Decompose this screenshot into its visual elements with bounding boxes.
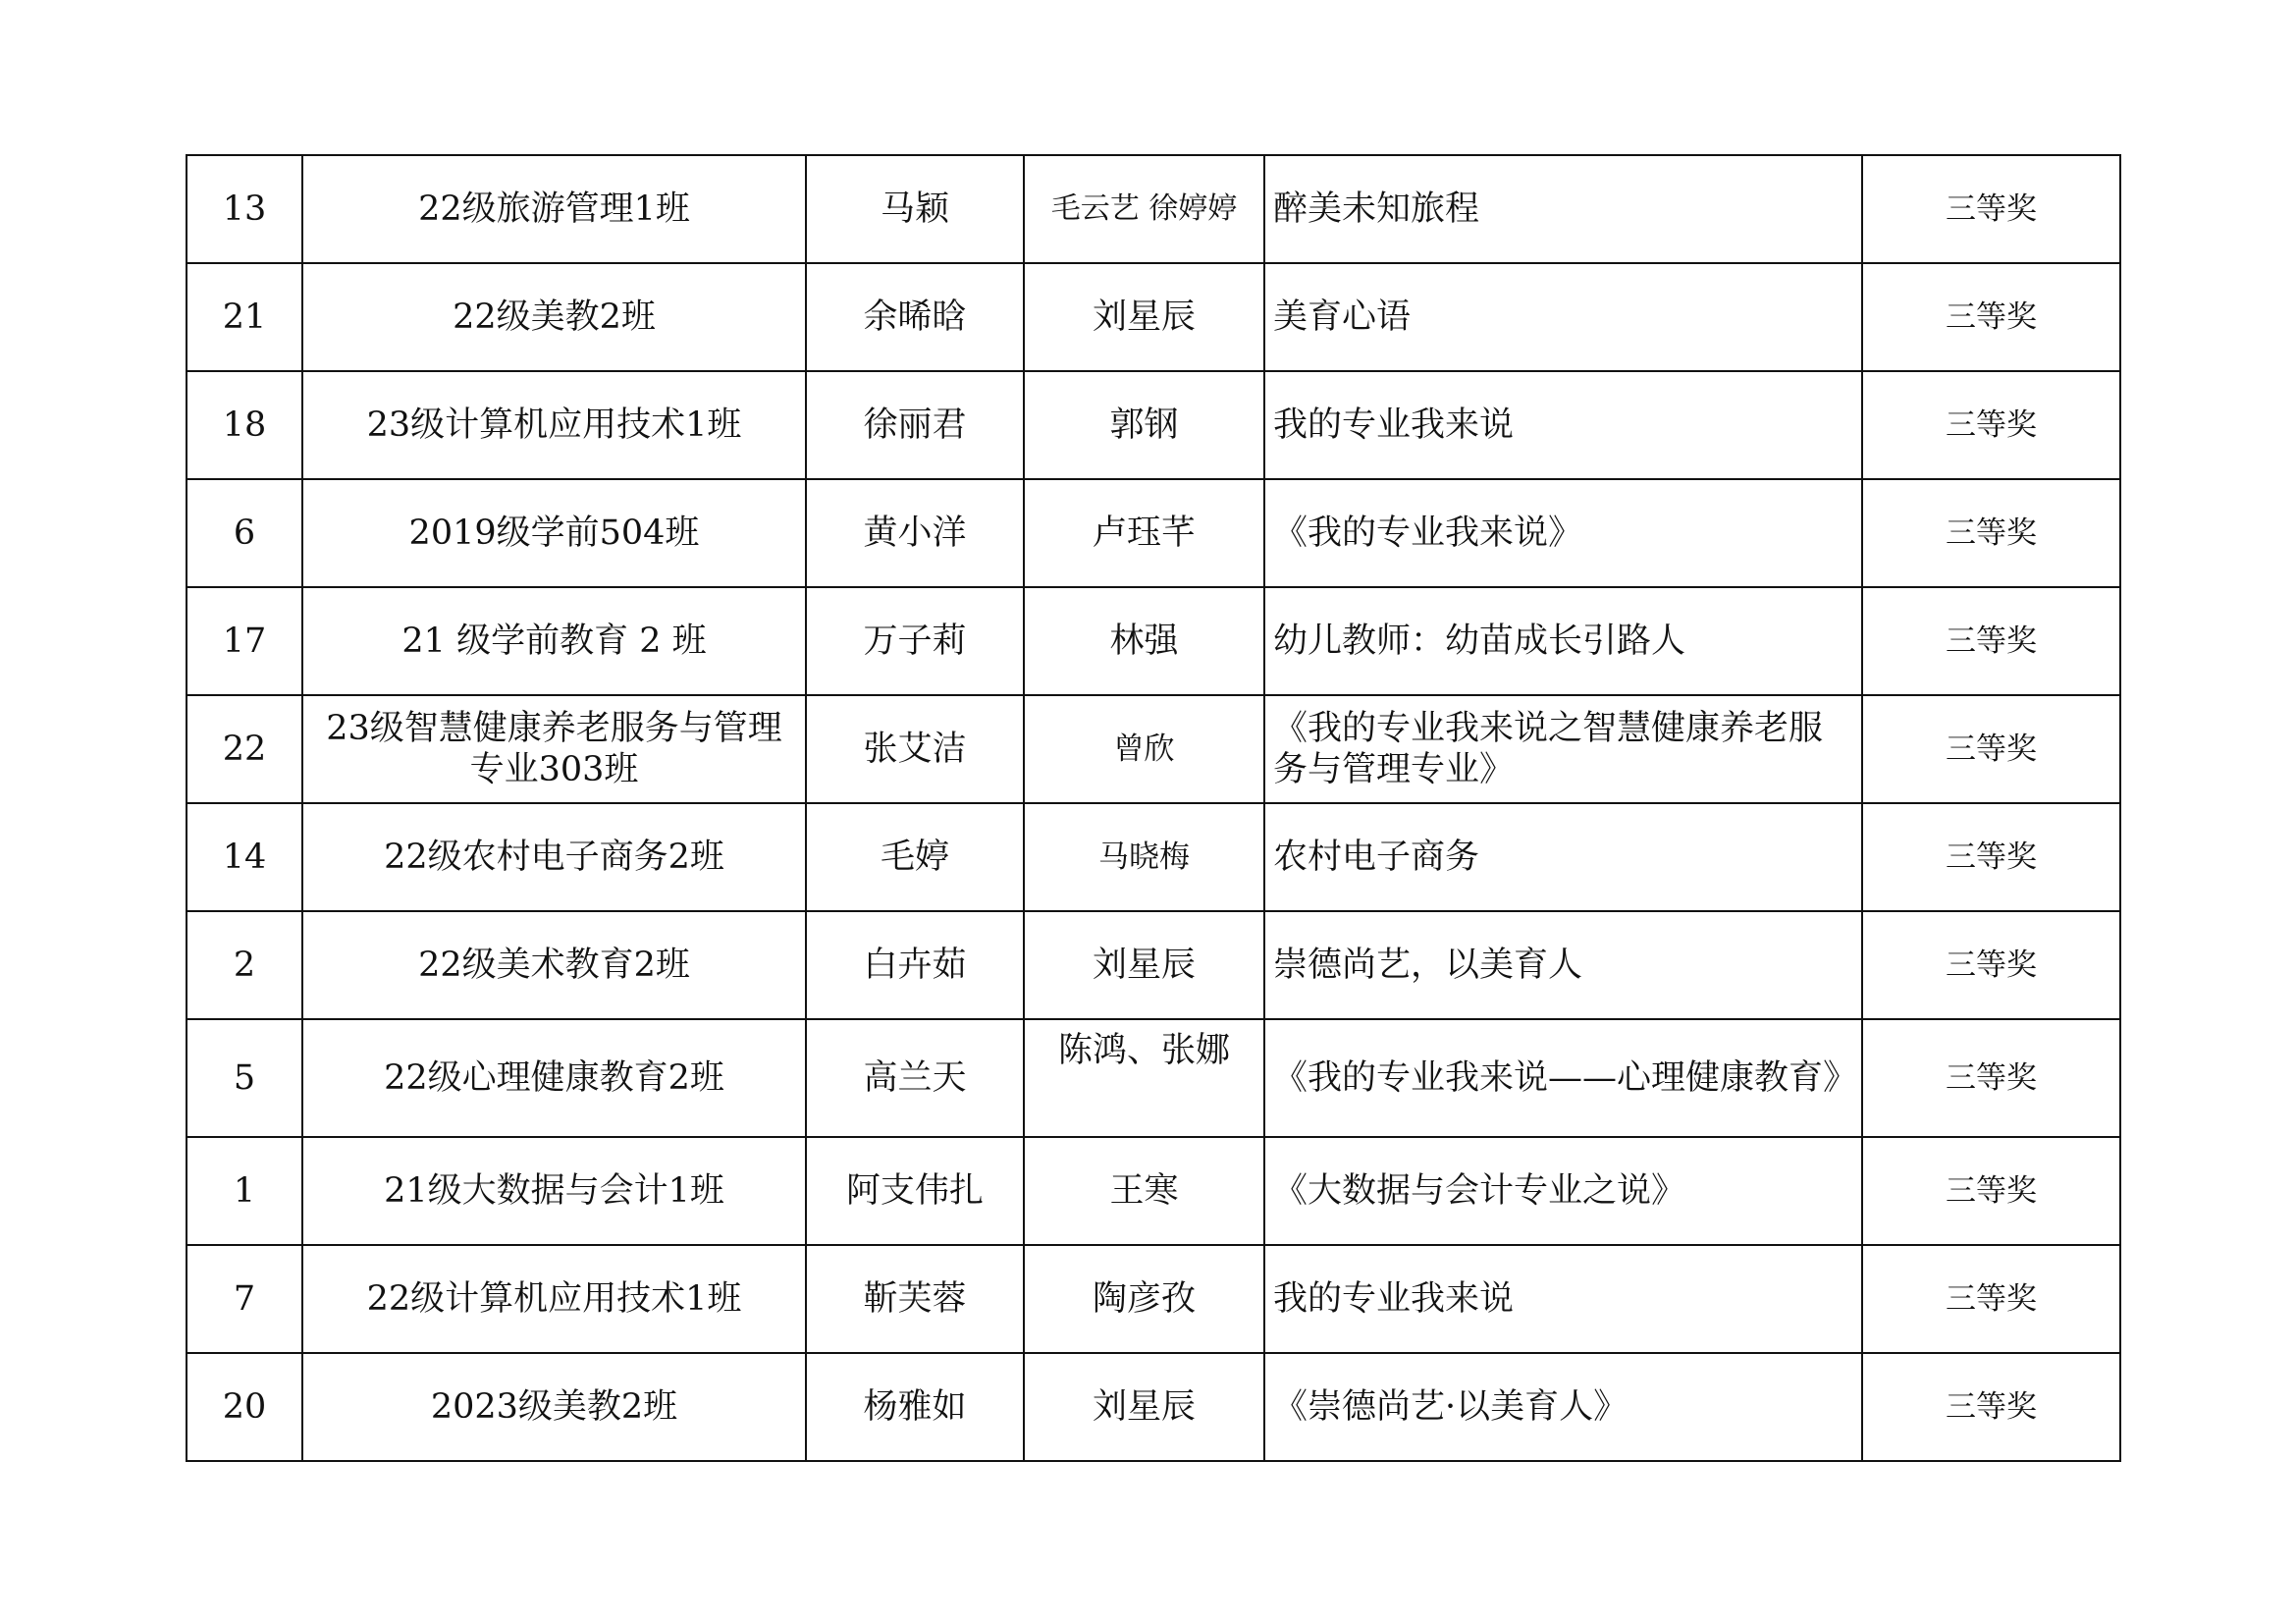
award-level: 三等奖 <box>1862 803 2120 911</box>
advisor-name: 刘星辰 <box>1024 911 1264 1019</box>
entry-title: 《我的专业我来说之智慧健康养老服务与管理专业》 <box>1264 695 1862 803</box>
entry-title: 醉美未知旅程 <box>1264 155 1862 263</box>
entry-title: 我的专业我来说 <box>1264 371 1862 479</box>
award-table <box>186 154 2121 1462</box>
award-level: 三等奖 <box>1862 587 2120 695</box>
row-number: 18 <box>187 371 302 479</box>
award-level: 三等奖 <box>1862 263 2120 371</box>
table-row <box>187 1019 2120 1137</box>
student-name: 张艾洁 <box>806 695 1024 803</box>
class-name: 22级旅游管理1班 <box>302 155 806 263</box>
entry-title: 美育心语 <box>1264 263 1862 371</box>
entry-title: 崇德尚艺，以美育人 <box>1264 911 1862 1019</box>
award-level: 三等奖 <box>1862 695 2120 803</box>
table-row <box>187 695 2120 803</box>
student-name: 毛婷 <box>806 803 1024 911</box>
student-name: 黄小洋 <box>806 479 1024 587</box>
row-number: 13 <box>187 155 302 263</box>
student-name: 靳芙蓉 <box>806 1245 1024 1353</box>
entry-title: 《我的专业我来说》 <box>1264 479 1862 587</box>
advisor-name: 陈鸿、张娜 <box>1024 1019 1264 1137</box>
entry-title: 农村电子商务 <box>1264 803 1862 911</box>
award-level: 三等奖 <box>1862 1353 2120 1461</box>
award-level: 三等奖 <box>1862 371 2120 479</box>
row-number: 20 <box>187 1353 302 1461</box>
entry-title: 《我的专业我来说——心理健康教育》 <box>1264 1019 1862 1137</box>
class-name: 22级美教2班 <box>302 263 806 371</box>
award-level: 三等奖 <box>1862 1019 2120 1137</box>
entry-title: 《大数据与会计专业之说》 <box>1264 1137 1862 1245</box>
student-name: 杨雅如 <box>806 1353 1024 1461</box>
entry-title: 我的专业我来说 <box>1264 1245 1862 1353</box>
class-name: 22级计算机应用技术1班 <box>302 1245 806 1353</box>
row-number: 17 <box>187 587 302 695</box>
row-number: 21 <box>187 263 302 371</box>
row-number: 1 <box>187 1137 302 1245</box>
class-name: 23级计算机应用技术1班 <box>302 371 806 479</box>
class-name: 23级智慧健康养老服务与管理专业303班 <box>302 695 806 803</box>
table-row <box>187 371 2120 479</box>
advisor-name: 郭钢 <box>1024 371 1264 479</box>
table-row <box>187 911 2120 1019</box>
advisor-name: 刘星辰 <box>1024 263 1264 371</box>
class-name: 22级心理健康教育2班 <box>302 1019 806 1137</box>
class-name: 21级大数据与会计1班 <box>302 1137 806 1245</box>
student-name: 万子莉 <box>806 587 1024 695</box>
student-name: 徐丽君 <box>806 371 1024 479</box>
row-number: 14 <box>187 803 302 911</box>
table-row <box>187 1245 2120 1353</box>
table-row <box>187 803 2120 911</box>
award-level: 三等奖 <box>1862 1245 2120 1353</box>
student-name: 阿支伟扎 <box>806 1137 1024 1245</box>
table-row <box>187 1137 2120 1245</box>
award-level: 三等奖 <box>1862 155 2120 263</box>
table-row <box>187 479 2120 587</box>
row-number: 6 <box>187 479 302 587</box>
row-number: 2 <box>187 911 302 1019</box>
class-name: 22级美术教育2班 <box>302 911 806 1019</box>
row-number: 5 <box>187 1019 302 1137</box>
table-row <box>187 1353 2120 1461</box>
award-level: 三等奖 <box>1862 1137 2120 1245</box>
table-row <box>187 155 2120 263</box>
award-level: 三等奖 <box>1862 479 2120 587</box>
advisor-name: 毛云艺 徐婷婷 <box>1024 155 1264 263</box>
student-name: 余晞晗 <box>806 263 1024 371</box>
class-name: 22级农村电子商务2班 <box>302 803 806 911</box>
advisor-name: 卢珏芊 <box>1024 479 1264 587</box>
class-name: 2023级美教2班 <box>302 1353 806 1461</box>
advisor-name: 陶彦孜 <box>1024 1245 1264 1353</box>
row-number: 7 <box>187 1245 302 1353</box>
award-level: 三等奖 <box>1862 911 2120 1019</box>
advisor-name: 马晓梅 <box>1024 803 1264 911</box>
entry-title: 幼儿教师：幼苗成长引路人 <box>1264 587 1862 695</box>
table-row <box>187 263 2120 371</box>
table-row <box>187 587 2120 695</box>
class-name: 21 级学前教育 2 班 <box>302 587 806 695</box>
advisor-name: 曾欣 <box>1024 695 1264 803</box>
class-name: 2019级学前504班 <box>302 479 806 587</box>
student-name: 马颖 <box>806 155 1024 263</box>
entry-title: 《崇德尚艺·以美育人》 <box>1264 1353 1862 1461</box>
advisor-name: 林强 <box>1024 587 1264 695</box>
advisor-name: 王寒 <box>1024 1137 1264 1245</box>
student-name: 白卉茹 <box>806 911 1024 1019</box>
advisor-name: 刘星辰 <box>1024 1353 1264 1461</box>
row-number: 22 <box>187 695 302 803</box>
student-name: 高兰天 <box>806 1019 1024 1137</box>
